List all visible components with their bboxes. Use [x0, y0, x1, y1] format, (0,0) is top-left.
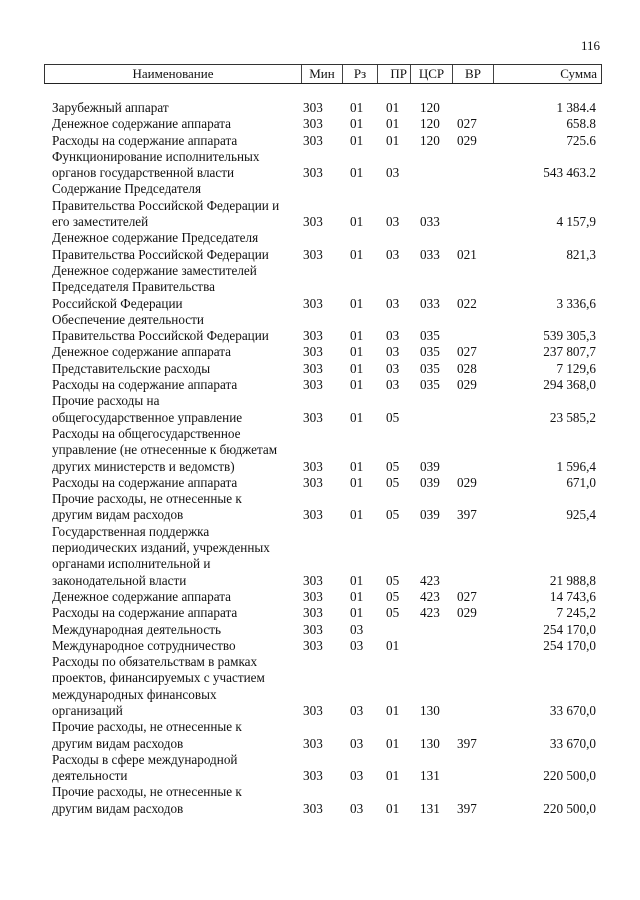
row-rz: 01 [350, 458, 364, 474]
table-row [0, 181, 640, 230]
table-row [0, 116, 640, 132]
row-vr: 027 [457, 116, 477, 132]
row-sum: 23 585,2 [549, 409, 596, 425]
row-pr: 03 [386, 328, 400, 344]
row-csr: 120 [420, 100, 440, 115]
row-line [0, 328, 640, 344]
row-min: 303 [303, 214, 323, 230]
row-csr: 423 [420, 572, 440, 588]
row-line [0, 133, 640, 149]
row-name: другим видам расходов [52, 800, 184, 816]
row-min: 303 [303, 507, 323, 523]
row-line [0, 198, 640, 214]
row-rz: 03 [350, 637, 364, 653]
table-body [0, 100, 640, 817]
row-pr: 03 [386, 246, 400, 262]
row-min: 303 [303, 800, 323, 816]
row-name: управление (не отнесенные к бюджетам [52, 442, 278, 458]
row-name: других министерств и ведомств) [52, 458, 235, 474]
table-row [0, 263, 640, 312]
row-vr: 028 [457, 360, 477, 376]
row-min: 303 [303, 165, 323, 181]
row-line [0, 263, 640, 279]
row-csr: 039 [420, 458, 440, 474]
row-name: Денежное содержание аппарата [52, 588, 231, 604]
row-sum: 925,4 [566, 507, 596, 523]
row-pr: 03 [386, 295, 400, 311]
row-name: периодических изданий, учрежденных [52, 540, 270, 556]
table-row [0, 475, 640, 491]
row-rz: 01 [350, 377, 364, 393]
table-row [0, 491, 640, 524]
row-csr: 130 [420, 735, 440, 751]
row-pr: 05 [386, 474, 400, 490]
row-csr: 033 [420, 246, 440, 262]
row-line [0, 736, 640, 752]
row-rz: 01 [350, 588, 364, 604]
row-min: 303 [303, 572, 323, 588]
row-line [0, 247, 640, 263]
row-csr: 033 [420, 295, 440, 311]
row-rz: 01 [350, 360, 364, 376]
row-pr: 03 [386, 360, 400, 376]
row-name: его заместителей [52, 214, 149, 230]
table-row [0, 426, 640, 475]
row-min: 303 [303, 246, 323, 262]
row-pr: 01 [386, 768, 400, 784]
row-min: 303 [303, 605, 323, 621]
row-name: общегосударственное управление [52, 409, 243, 425]
table-row [0, 377, 640, 393]
row-name: Правительства Российской Федерации [52, 246, 269, 262]
row-line [0, 230, 640, 246]
row-name: органов государственной власти [52, 165, 235, 181]
row-pr: 05 [386, 409, 400, 425]
row-sum: 7 129,6 [556, 360, 596, 376]
row-name: Международная деятельность [52, 621, 221, 637]
row-sum: 14 743,6 [549, 588, 596, 604]
row-line [0, 410, 640, 426]
table-row [0, 752, 640, 785]
row-line [0, 312, 640, 328]
row-name: Расходы на содержание аппарата [52, 474, 238, 490]
row-line [0, 752, 640, 768]
row-name: Денежное содержание аппарата [52, 344, 231, 360]
row-min: 303 [303, 735, 323, 751]
row-sum: 7 245,2 [556, 605, 596, 621]
table-row [0, 149, 640, 182]
row-name: организаций [52, 702, 123, 718]
table-header [44, 64, 602, 84]
row-sum: 3 336,6 [556, 295, 596, 311]
row-name: Правительства Российской Федерации и [52, 197, 280, 213]
header-rz: Рз [343, 65, 378, 83]
row-sum: 220 500,0 [543, 800, 596, 816]
row-pr: 01 [386, 735, 400, 751]
row-name: Функционирование исполнительных [52, 148, 260, 164]
row-line [0, 670, 640, 686]
table-row [0, 361, 640, 377]
row-name: Прочие расходы, не отнесенные к [52, 491, 242, 507]
row-sum: 1 384.4 [556, 100, 596, 115]
row-line [0, 181, 640, 197]
row-name: другим видам расходов [52, 735, 184, 751]
row-name: международных финансовых [52, 686, 217, 702]
table-row [0, 589, 640, 605]
row-rz: 01 [350, 409, 364, 425]
row-line [0, 638, 640, 654]
row-line [0, 459, 640, 475]
row-vr: 029 [457, 474, 477, 490]
row-line [0, 116, 640, 132]
row-rz: 03 [350, 735, 364, 751]
header-name: Наименование [45, 65, 302, 83]
row-sum: 254 170,0 [543, 621, 596, 637]
table-row [0, 344, 640, 360]
table-row [0, 230, 640, 263]
row-rz: 03 [350, 621, 364, 637]
row-min: 303 [303, 132, 323, 148]
row-name: Расходы на содержание аппарата [52, 132, 238, 148]
row-vr: 029 [457, 132, 477, 148]
row-line [0, 524, 640, 540]
table-row [0, 100, 640, 116]
row-sum: 254 170,0 [543, 637, 596, 653]
row-pr: 03 [386, 377, 400, 393]
table-row [0, 654, 640, 719]
row-sum: 725.6 [566, 132, 596, 148]
row-csr: 131 [420, 768, 440, 784]
row-name: Представительские расходы [52, 360, 211, 376]
row-name: Государственная поддержка [52, 523, 210, 539]
row-rz: 01 [350, 474, 364, 490]
row-line [0, 491, 640, 507]
row-min: 303 [303, 588, 323, 604]
row-min: 303 [303, 474, 323, 490]
row-line [0, 703, 640, 719]
table-row [0, 638, 640, 654]
row-name: Денежное содержание заместителей [52, 262, 257, 278]
row-sum: 21 988,8 [549, 572, 596, 588]
row-name: Зарубежный аппарат [52, 100, 169, 115]
row-min: 303 [303, 409, 323, 425]
row-min: 303 [303, 328, 323, 344]
row-name: другим видам расходов [52, 507, 184, 523]
table-row [0, 133, 640, 149]
row-rz: 01 [350, 295, 364, 311]
row-vr: 021 [457, 246, 477, 262]
row-line [0, 605, 640, 621]
row-name: Прочие расходы, не отнесенные к [52, 784, 242, 800]
row-name: законодательной власти [52, 572, 187, 588]
row-sum: 539 305,3 [543, 328, 596, 344]
header-csr: ЦСР [411, 65, 453, 83]
row-line [0, 442, 640, 458]
row-name: Российской Федерации [52, 295, 183, 311]
row-line [0, 475, 640, 491]
row-name: Расходы по обязательствам в рамках [52, 654, 258, 670]
row-name: Расходы в сфере международной [52, 751, 238, 767]
row-pr: 03 [386, 214, 400, 230]
row-pr: 03 [386, 344, 400, 360]
row-name: Денежное содержание Председателя [52, 230, 259, 246]
row-sum: 33 670,0 [549, 702, 596, 718]
row-sum: 821,3 [566, 246, 596, 262]
row-min: 303 [303, 100, 323, 115]
row-rz: 01 [350, 165, 364, 181]
row-pr: 01 [386, 116, 400, 132]
row-min: 303 [303, 768, 323, 784]
row-csr: 423 [420, 588, 440, 604]
row-csr: 131 [420, 800, 440, 816]
row-rz: 01 [350, 246, 364, 262]
row-vr: 397 [457, 800, 477, 816]
row-line [0, 344, 640, 360]
row-min: 303 [303, 344, 323, 360]
row-csr: 120 [420, 116, 440, 132]
row-name: Обеспечение деятельности [52, 311, 204, 327]
row-name: Содержание Председателя [52, 181, 202, 197]
row-csr: 035 [420, 377, 440, 393]
table-row [0, 393, 640, 426]
page-number: 116 [580, 38, 600, 53]
row-rz: 01 [350, 507, 364, 523]
row-sum: 33 670,0 [549, 735, 596, 751]
row-line [0, 573, 640, 589]
row-rz: 03 [350, 768, 364, 784]
row-rz: 01 [350, 328, 364, 344]
row-line [0, 768, 640, 784]
row-sum: 1 596,4 [556, 458, 596, 474]
row-name: деятельности [52, 768, 128, 784]
row-name: органами исполнительной и [52, 556, 211, 572]
row-line [0, 296, 640, 312]
row-min: 303 [303, 295, 323, 311]
row-name: Расходы на общегосударственное [52, 425, 241, 441]
row-pr: 03 [386, 165, 400, 181]
header-sum: Сумма [560, 66, 597, 81]
row-vr: 027 [457, 344, 477, 360]
row-rz: 01 [350, 214, 364, 230]
row-line [0, 377, 640, 393]
table-row [0, 719, 640, 752]
row-line [0, 589, 640, 605]
row-line [0, 426, 640, 442]
row-name: Денежное содержание аппарата [52, 116, 231, 132]
row-vr: 029 [457, 605, 477, 621]
row-min: 303 [303, 702, 323, 718]
row-sum: 543 463.2 [543, 165, 596, 181]
row-line [0, 214, 640, 230]
row-pr: 01 [386, 702, 400, 718]
row-line [0, 540, 640, 556]
row-line [0, 784, 640, 800]
row-line [0, 556, 640, 572]
row-pr: 05 [386, 572, 400, 588]
row-csr: 035 [420, 344, 440, 360]
row-vr: 029 [457, 377, 477, 393]
row-line [0, 622, 640, 638]
row-pr: 01 [386, 637, 400, 653]
row-line [0, 507, 640, 523]
row-line [0, 279, 640, 295]
table-row [0, 312, 640, 345]
table-row [0, 605, 640, 621]
row-name: Прочие расходы, не отнесенные к [52, 719, 242, 735]
row-pr: 05 [386, 605, 400, 621]
row-csr: 035 [420, 328, 440, 344]
row-vr: 027 [457, 588, 477, 604]
row-sum: 220 500,0 [543, 768, 596, 784]
row-pr: 05 [386, 588, 400, 604]
row-pr: 05 [386, 507, 400, 523]
row-csr: 033 [420, 214, 440, 230]
row-name: Прочие расходы на [52, 393, 160, 409]
row-line [0, 100, 640, 116]
row-line [0, 149, 640, 165]
row-sum: 4 157,9 [556, 214, 596, 230]
row-rz: 01 [350, 116, 364, 132]
row-pr: 01 [386, 100, 400, 115]
table-row [0, 622, 640, 638]
row-name: Международное сотрудничество [52, 637, 236, 653]
row-line [0, 719, 640, 735]
row-rz: 01 [350, 100, 364, 115]
row-vr: 397 [457, 507, 477, 523]
row-line [0, 687, 640, 703]
row-csr: 120 [420, 132, 440, 148]
header-min: Мин [302, 65, 343, 83]
row-csr: 423 [420, 605, 440, 621]
row-rz: 01 [350, 344, 364, 360]
row-min: 303 [303, 621, 323, 637]
row-name: Правительства Российской Федерации [52, 328, 269, 344]
row-line [0, 801, 640, 817]
row-pr: 01 [386, 132, 400, 148]
row-pr: 05 [386, 458, 400, 474]
row-min: 303 [303, 377, 323, 393]
row-vr: 397 [457, 735, 477, 751]
row-csr: 035 [420, 360, 440, 376]
row-csr: 039 [420, 507, 440, 523]
row-min: 303 [303, 458, 323, 474]
row-rz: 01 [350, 572, 364, 588]
row-name: проектов, финансируемых с участием [52, 670, 265, 686]
row-rz: 03 [350, 800, 364, 816]
row-rz: 03 [350, 702, 364, 718]
row-csr: 130 [420, 702, 440, 718]
row-name: Расходы на содержание аппарата [52, 605, 238, 621]
row-rz: 01 [350, 132, 364, 148]
row-name: Председателя Правительства [52, 279, 215, 295]
row-vr: 022 [457, 295, 477, 311]
row-sum: 294 368,0 [543, 377, 596, 393]
row-min: 303 [303, 116, 323, 132]
row-name: Расходы на содержание аппарата [52, 377, 238, 393]
row-min: 303 [303, 360, 323, 376]
row-line [0, 393, 640, 409]
row-line [0, 654, 640, 670]
row-pr: 01 [386, 800, 400, 816]
row-line [0, 165, 640, 181]
table-row [0, 524, 640, 589]
row-min: 303 [303, 637, 323, 653]
row-sum: 237 807,7 [543, 344, 596, 360]
row-sum: 671,0 [566, 474, 596, 490]
row-csr: 039 [420, 474, 440, 490]
header-pr: ПР [378, 65, 411, 83]
table-row [0, 784, 640, 817]
row-rz: 01 [350, 605, 364, 621]
header-vr: ВР [453, 65, 494, 83]
row-line [0, 361, 640, 377]
row-sum: 658.8 [566, 116, 596, 132]
